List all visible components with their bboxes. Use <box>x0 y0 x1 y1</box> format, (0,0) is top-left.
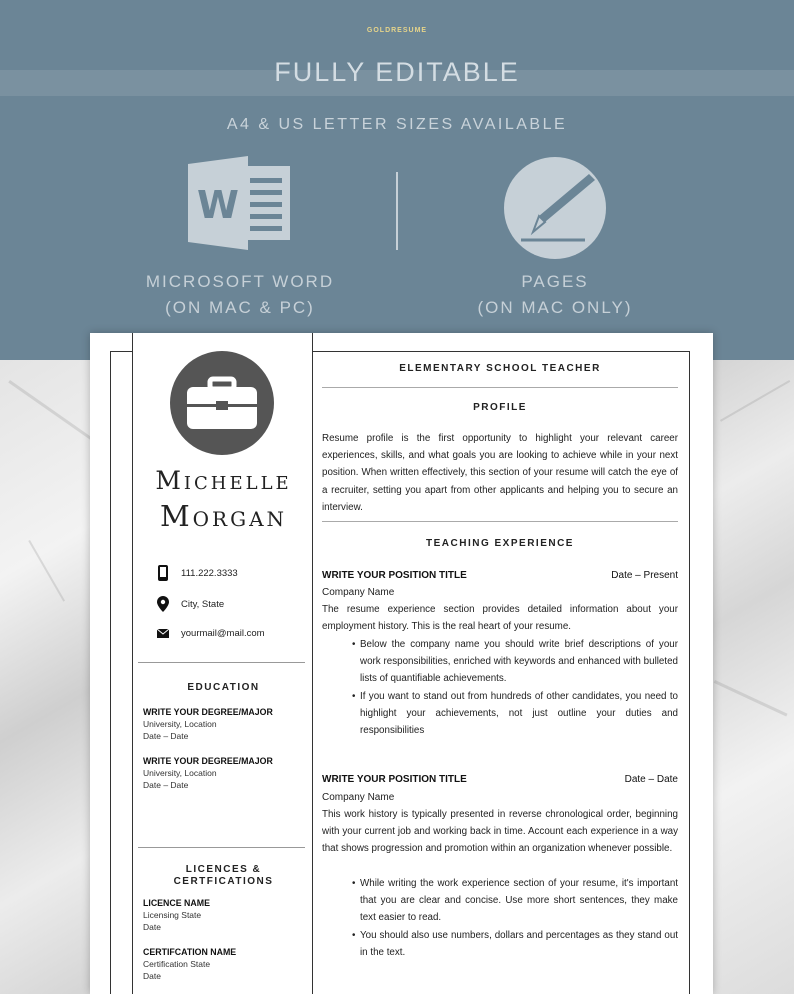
licence-entry <box>143 946 236 982</box>
licence-date: Date <box>143 922 161 932</box>
job-bullet: • If you want to stand out from hundreds of other candidates, you need to highlight your achievements, not just outline your duties and responsibilities <box>352 688 678 740</box>
first-name: Michelle <box>155 466 292 495</box>
licence-issuer: Certification State <box>143 959 211 969</box>
job-dates: Date – Date <box>624 774 678 785</box>
sidebar-divider <box>138 847 305 848</box>
word-platform: (ON MAC & PC) <box>165 298 315 317</box>
education-dates: Date – Date <box>143 780 189 790</box>
position-title: WRITE YOUR POSITION TITLE <box>322 774 467 785</box>
position-title: WRITE YOUR POSITION TITLE <box>322 570 467 581</box>
location-pin-icon <box>155 596 171 612</box>
headline: FULLY EDITABLE <box>274 57 520 87</box>
profile-text: Resume profile is the first opportunity to highlight your relevant career experiences, skills, and what goals you are looking to achieve while in your next position. When written effectively, this section of your resume will catch the eye of a recruiter, setting you apart from other applicants and helping you to secure an interview. <box>322 433 678 513</box>
job-description: This work history is typically presented in reverse chronological order, beginning with your current job and working back in time. Account each experience in a way that shows progression and promotion within an organization whenever possible. <box>322 809 678 855</box>
pages-app-name: PAGES <box>521 272 589 291</box>
degree-title: WRITE YOUR DEGREE/MAJOR <box>143 756 273 766</box>
licences-heading <box>133 864 314 888</box>
licences-heading-line2: CERTFICATIONS <box>173 876 274 887</box>
company-name: Company Name <box>322 792 395 803</box>
marble-vein <box>28 540 65 602</box>
job-title: ELEMENTARY SCHOOL TEACHER <box>399 363 601 374</box>
resume-page <box>90 333 713 994</box>
word-app-name: MICROSOFT WORD <box>145 272 335 291</box>
contact-phone <box>155 565 238 581</box>
marble-vein <box>720 380 790 422</box>
briefcase-icon <box>170 351 274 455</box>
phone-icon <box>155 565 171 581</box>
pages-icon <box>503 156 607 260</box>
licence-issuer: Licensing State <box>143 910 202 920</box>
profile-heading: PROFILE <box>473 402 527 413</box>
sidebar-divider <box>138 662 305 663</box>
school-name: University, Location <box>143 719 217 729</box>
degree-title: WRITE YOUR DEGREE/MAJOR <box>143 707 273 717</box>
resume-sidebar <box>132 333 313 994</box>
job-bullet: • Below the company name you should write brief descriptions of your work responsibilities, enriched with keywords and enhanced with bulleted lists of quantifiable achievements. <box>352 636 678 688</box>
location-text: City, State <box>181 598 225 610</box>
education-entry <box>143 755 273 791</box>
marble-vein <box>714 680 788 717</box>
education-entry <box>143 706 273 742</box>
email-text: yourmail@mail.com <box>181 628 265 639</box>
job-description: The resume experience section provides detailed information about your employment history. This is the real heart of your resume. <box>322 604 678 633</box>
job-bullet: • While writing the work experience section of your resume, it's important that you are clear and concise. Use more short sentences, they make text easier to read. <box>352 875 678 927</box>
mail-icon <box>155 629 171 638</box>
company-name: Company Name <box>322 587 395 598</box>
word-icon <box>188 156 292 250</box>
sizes-note: A4 & US LETTER SIZES AVAILABLE <box>226 116 568 133</box>
pages-label <box>405 269 705 321</box>
contact-location <box>155 596 224 612</box>
school-name: University, Location <box>143 768 217 778</box>
app-divider <box>396 172 398 250</box>
education-dates: Date – Date <box>143 731 189 741</box>
svg-text:W: W <box>197 183 239 227</box>
licence-name: CERTIFCATION NAME <box>143 947 237 957</box>
avatar <box>170 351 274 455</box>
licence-entry <box>143 897 210 933</box>
job-header <box>322 774 678 785</box>
job-header <box>322 570 678 581</box>
job-bullet: • You should also use numbers, dollars and percentages as they stand out in the text. <box>352 927 678 961</box>
last-name: Morgan <box>159 499 288 533</box>
phone-number: 111.222.3333 <box>181 567 238 579</box>
promo-banner <box>0 0 794 360</box>
experience-heading: TEACHING EXPERIENCE <box>426 538 574 549</box>
education-heading: EDUCATION <box>187 682 260 693</box>
job-bullets <box>352 875 678 961</box>
licences-heading-line1: LICENCES & <box>185 864 262 875</box>
main-divider <box>322 387 678 388</box>
brand-name: GOLDRESUME <box>366 27 428 34</box>
job-bullets <box>352 636 678 739</box>
licence-date: Date <box>143 971 161 981</box>
word-label <box>90 269 390 321</box>
licence-name: LICENCE NAME <box>143 898 210 908</box>
main-divider <box>322 521 678 522</box>
contact-email <box>155 628 265 639</box>
job-dates: Date – Present <box>611 570 678 581</box>
pages-platform: (ON MAC ONLY) <box>477 298 633 317</box>
